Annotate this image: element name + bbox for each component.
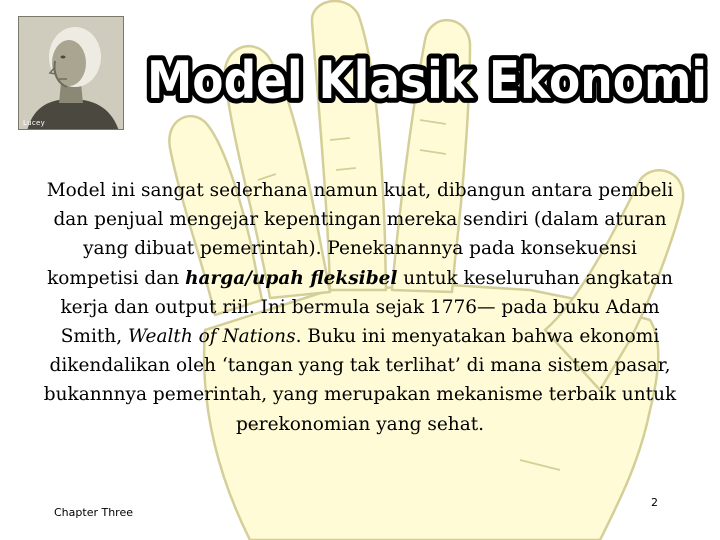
- book-title: Wealth of Nations: [127, 326, 296, 348]
- emphasis-flexible-prices: harga/upah fleksibel: [185, 267, 398, 289]
- title-text: Model Klasik Ekonomi: [147, 51, 707, 111]
- portrait-signature: Lucey: [23, 119, 46, 127]
- body-paragraph: [40, 176, 680, 439]
- body-text-part-3: . Buku ini menyatakan bahwa ekonomi dikendalikan oleh ‘tangan yang tak terlihat’ di mana sistem pasar, bukannnya pemerintah, yang merupakan mekanisme terbaik untuk perekonomian yang sehat.: [43, 326, 677, 435]
- body-text-part-2: untuk keseluruhan angkatan kerja dan output riil. Ini bermula sejak 1776— pada buku Adam Smith,: [60, 267, 673, 348]
- footer-chapter: Chapter Three: [54, 506, 133, 519]
- title-wordart: [140, 44, 715, 114]
- page-number: 2: [651, 496, 658, 509]
- slide-title: [140, 44, 715, 114]
- portrait-image: [19, 17, 124, 130]
- adam-smith-portrait: [18, 16, 124, 130]
- body-text-part-1: Model ini sangat sederhana namun kuat, dibangun antara pembeli dan penjual mengejar kepentingan mereka sendiri (dalam aturan yang dibuat pemerintah). Penekanannya pada konsekuensi kompetisi dan: [46, 180, 674, 289]
